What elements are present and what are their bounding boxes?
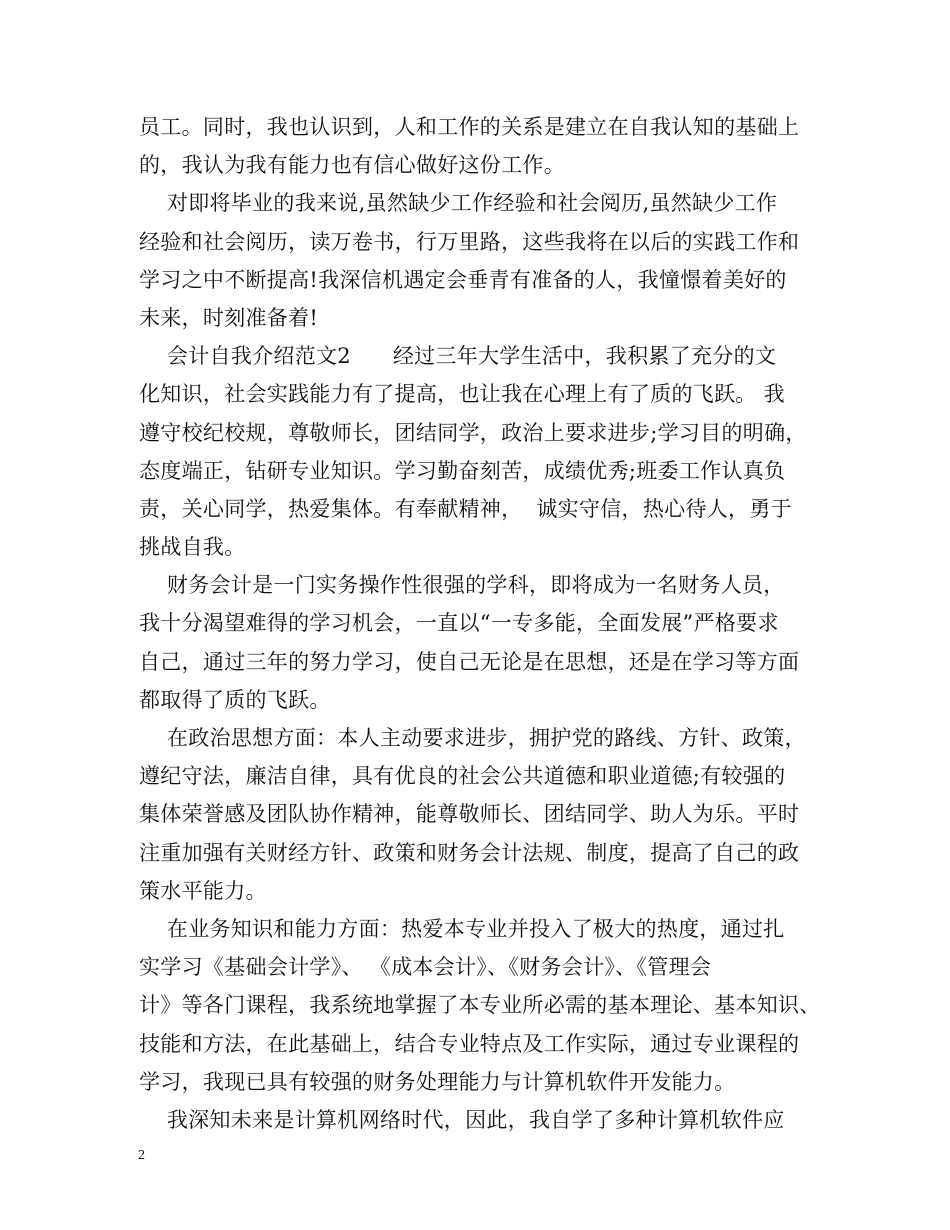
text-line: 责，关心同学，热爱集体。有奉献精神， 诚实守信，热心待人，勇于 <box>139 496 792 521</box>
text-line: 学习之中不断提高!我深信机遇定会垂青有准备的人，我憧憬着美好的 <box>139 267 787 292</box>
text-line: 的，我认为我有能力也有信心做好这份工作。 <box>139 153 565 178</box>
text-line: 计》等各门课程，我系统地掌握了本专业所必需的基本理论、基本知识、 <box>139 993 821 1018</box>
text-line: 我深知未来是计算机网络时代，因此，我自学了多种计算机软件应 <box>139 1107 785 1132</box>
text-line: 态度端正，钻研专业知识。学习勤奋刻苦，成绩优秀;班委工作认真负 <box>139 458 786 483</box>
text-line: 策水平能力。 <box>139 878 267 903</box>
text-line: 在业务知识和能力方面：热爱本专业并投入了极大的热度，通过扎 <box>139 916 785 941</box>
text-line: 我十分渴望难得的学习机会，一直以“一专多能，全面发展”严格要求 <box>139 611 779 636</box>
text-line: 遵守校纪校规，尊敬师长，团结同学，政治上要求进步;学习目的明确， <box>139 420 807 445</box>
text-line: 财务会计是一门实务操作性很强的学科，即将成为一名财务人员， <box>139 573 785 598</box>
text-line: 化知识，社会实践能力有了提高，也让我在心理上有了质的飞跃。 我 <box>139 382 785 407</box>
text-line: 对即将毕业的我来说,虽然缺少工作经验和社会阅历,虽然缺少工作 <box>139 191 778 216</box>
text-line: 挑战自我。 <box>139 535 246 560</box>
text-line: 自己，通过三年的努力学习，使自己无论是在思想，还是在学习等方面 <box>139 649 800 674</box>
text-line: 集体荣誉感及团队协作精神，能尊敬师长、团结同学、助人为乐。平时 <box>139 802 800 827</box>
page-number: 2 <box>138 1148 145 1163</box>
body-text <box>139 108 829 1139</box>
text-line: 注重加强有关财经方针、政策和财务会计法规、制度，提高了自己的政 <box>139 840 800 865</box>
text-line: 技能和方法，在此基础上，结合专业特点及工作实际，通过专业课程的 <box>139 1031 800 1056</box>
text-line: 实学习《基础会计学》、 《成本会计》、《财务会计》、《管理会 <box>139 955 712 980</box>
text-line: 员工。同时，我也认识到，人和工作的关系是建立在自我认知的基础上 <box>139 115 800 139</box>
text-line: 学习，我现已具有较强的财务处理能力与计算机软件开发能力。 <box>139 1069 736 1094</box>
text-line: 都取得了质的飞跃。 <box>139 687 331 712</box>
text-line: 遵纪守法，廉洁自律，具有优良的社会公共道德和职业道德;有较强的 <box>139 764 786 789</box>
text-line: 在政治思想方面：本人主动要求进步，拥护党的路线、方针、政策， <box>139 726 806 750</box>
text-line: 会计自我介绍范文2 经过三年大学生活中，我积累了充分的文 <box>139 344 777 369</box>
text-line: 未来，时刻准备着! <box>139 305 319 330</box>
text-line: 经验和社会阅历，读万卷书，行万里路，这些我将在以后的实践工作和 <box>139 229 800 254</box>
